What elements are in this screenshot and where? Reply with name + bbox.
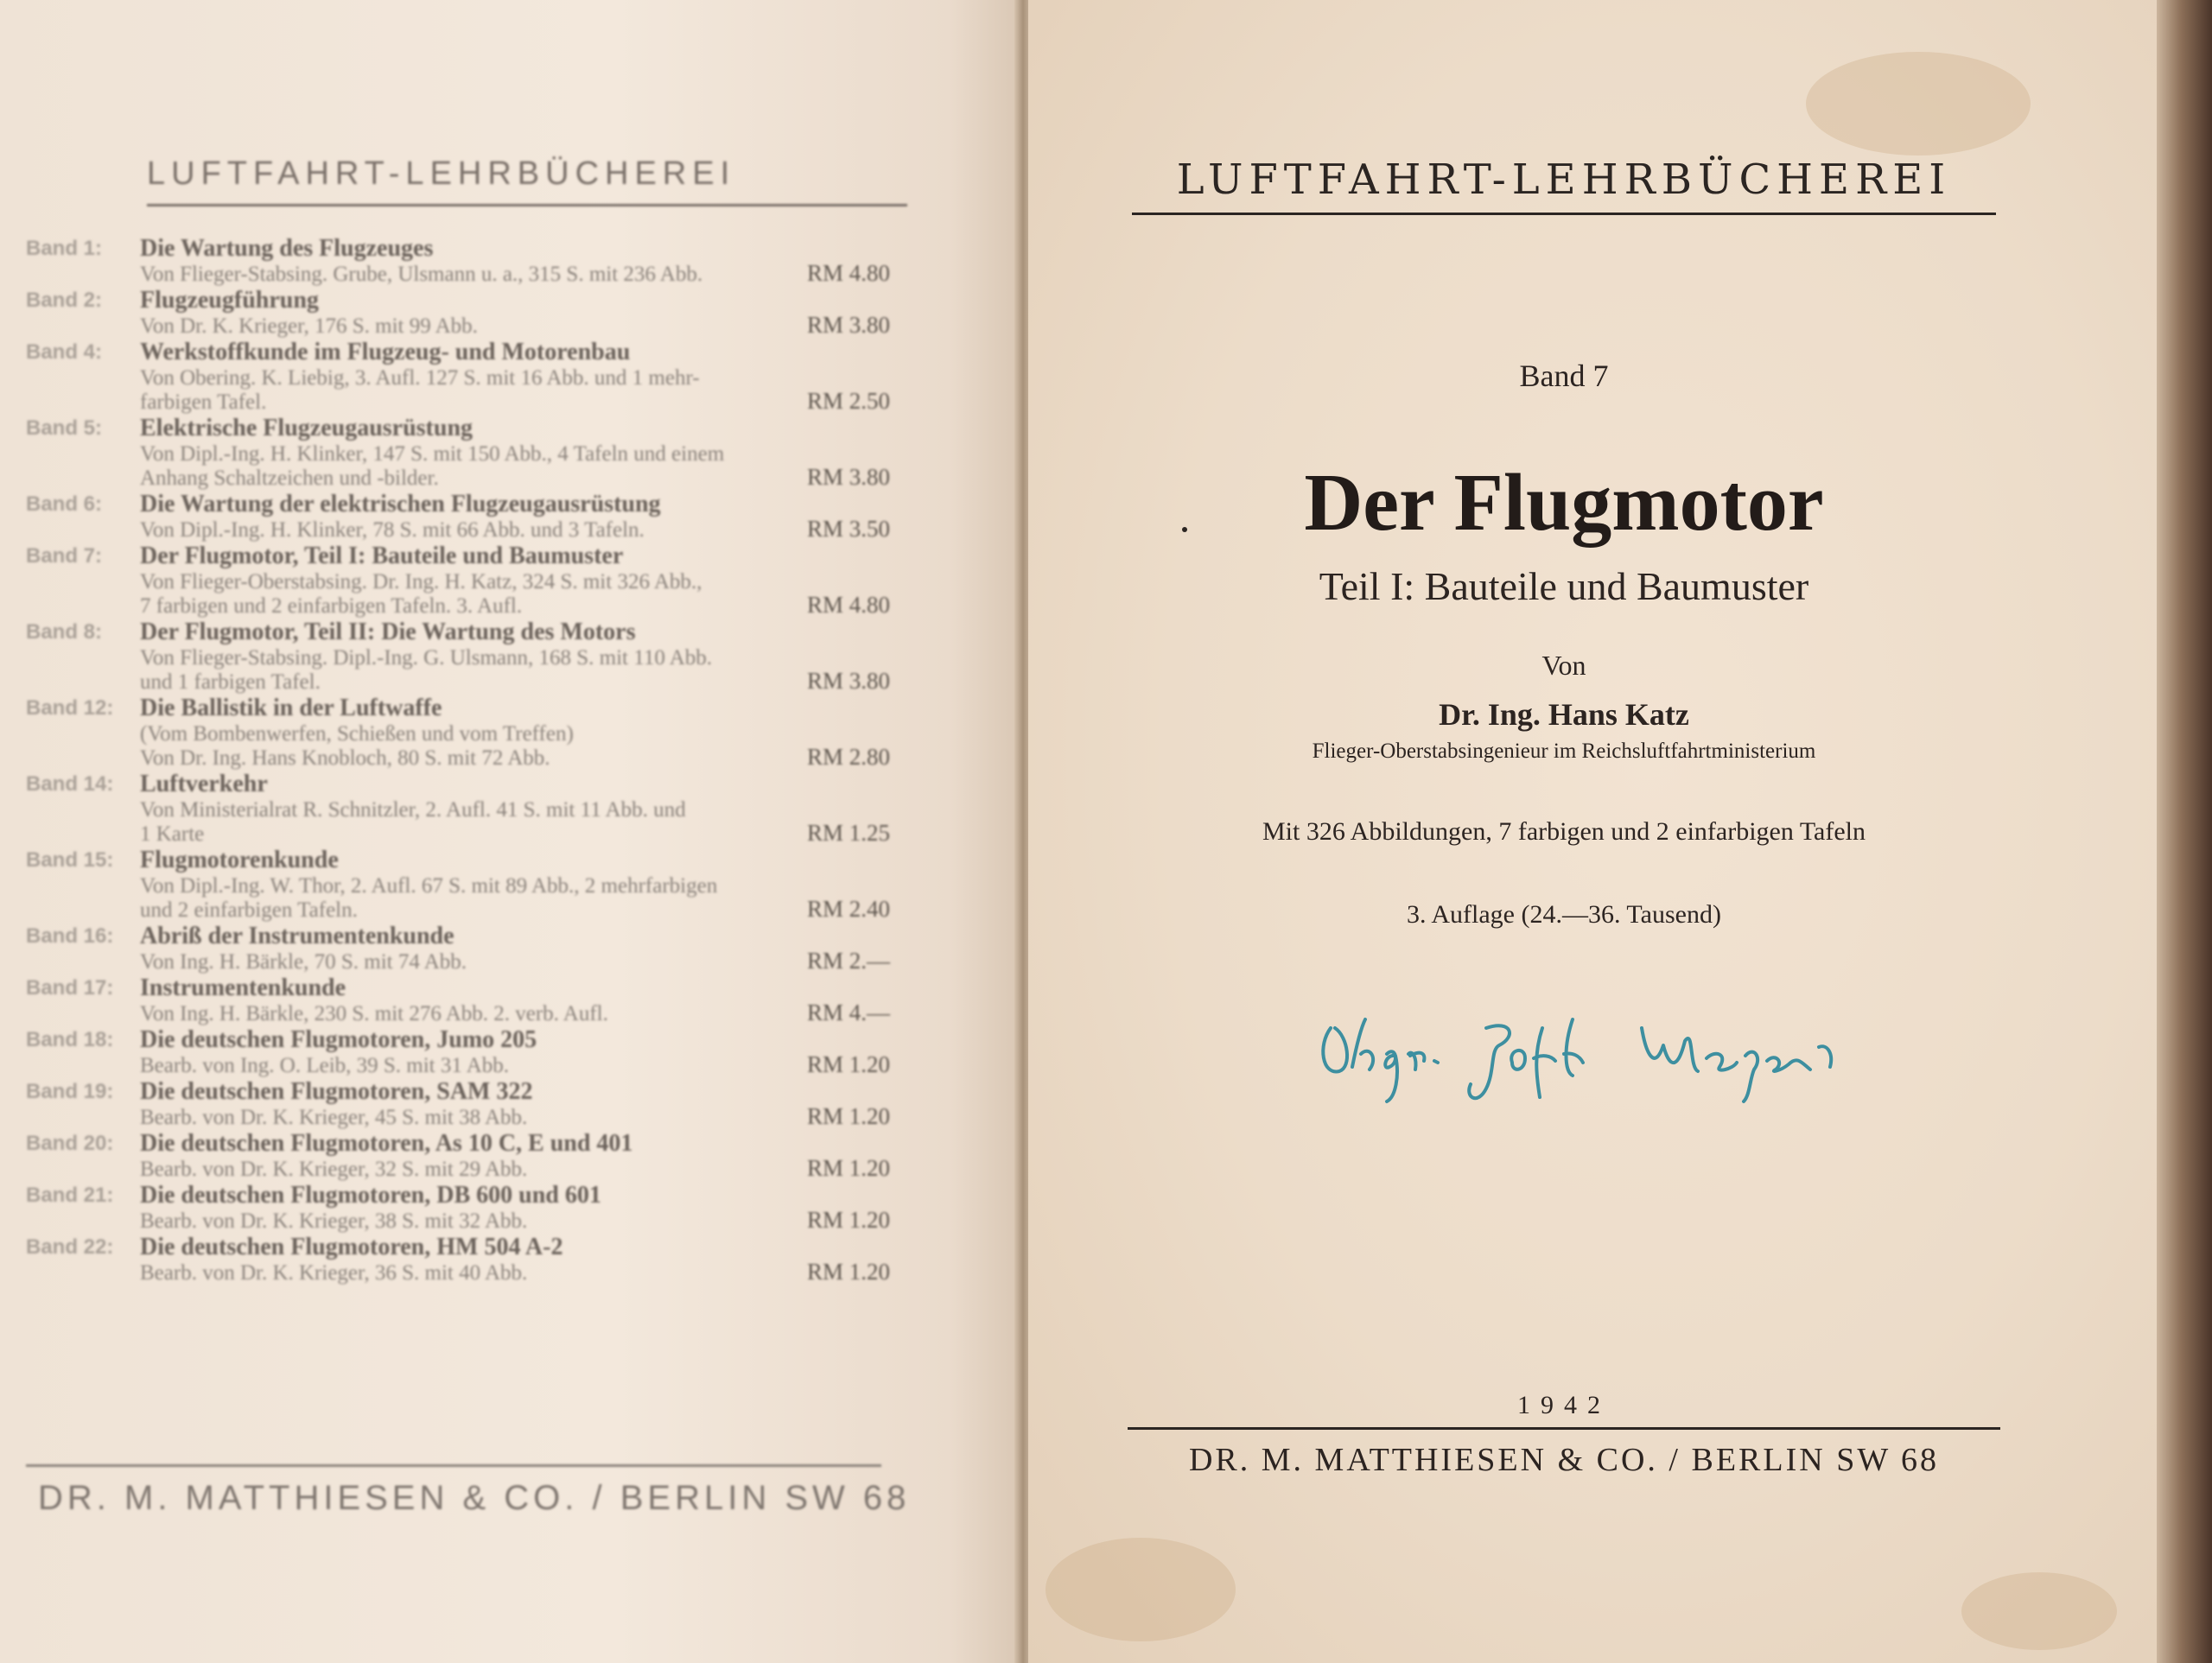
illustrations-note: Mit 326 Abbildungen, 7 farbigen und 2 einfarbigen Tafeln — [1262, 817, 1866, 846]
catalog-entry — [26, 339, 890, 415]
catalog-entry-details: 1 Karte — [140, 822, 205, 846]
catalog-entry-price: RM 3.50 — [806, 516, 890, 542]
catalog-entry-details: Von Flieger-Stabsing. Dipl.-Ing. G. Ulsmann, 168 S. mit 110 Abb. — [140, 646, 712, 670]
catalog-entry — [26, 847, 890, 923]
catalog-entry-details: (Vom Bombenwerfen, Schießen und vom Treffen) — [140, 722, 574, 746]
catalog-entry-title: Die deutschen Flugmotoren, Jumo 205 — [140, 1026, 537, 1053]
edition-note: 3. Auflage (24.—36. Tausend) — [1407, 900, 1721, 929]
catalog-entry-price: RM 2.— — [806, 948, 890, 974]
catalog-entry — [26, 1026, 890, 1078]
catalog-entry-price: RM 1.20 — [806, 1155, 890, 1181]
catalog-entry-title: Die Wartung der elektrischen Flugzeugausrüstung — [140, 491, 661, 517]
author-name: Dr. Ing. Hans Katz — [1439, 697, 1689, 732]
catalog-entry — [26, 415, 890, 491]
catalog-header-rule — [147, 204, 907, 206]
catalog-entry-price: RM 2.80 — [806, 744, 890, 770]
catalog-entry-band: Band 2: — [26, 289, 103, 312]
catalog-list — [26, 235, 890, 1285]
catalog-entry-price: RM 1.20 — [806, 1207, 890, 1233]
book-title: Der Flugmotor — [1304, 458, 1824, 548]
catalog-entry-title: Der Flugmotor, Teil II: Die Wartung des Motors — [140, 619, 636, 645]
catalog-entry-band: Band 1: — [26, 237, 103, 260]
catalog-entry — [26, 235, 890, 287]
catalog-entry-price: RM 3.80 — [806, 312, 890, 338]
catalog-entry-band: Band 6: — [26, 492, 103, 516]
catalog-entry-details: Von Dipl.-Ing. H. Klinker, 78 S. mit 66 Abb. und 3 Tafeln. — [140, 518, 645, 542]
catalog-entry-band: Band 16: — [26, 924, 114, 948]
publication-year: 1942 — [1517, 1391, 1611, 1419]
handwritten-signature — [1313, 993, 1849, 1114]
catalog-entry-price: RM 1.20 — [806, 1103, 890, 1129]
catalog-entry-band: Band 4: — [26, 340, 103, 364]
catalog-entry-price: RM 4.80 — [806, 260, 890, 286]
catalog-entry-details: 7 farbigen und 2 einfarbigen Tafeln. 3. Aufl. — [140, 594, 523, 618]
catalog-entry-title: Die deutschen Flugmotoren, SAM 322 — [140, 1078, 533, 1105]
publisher-rule — [1128, 1427, 2000, 1430]
catalog-entry-band: Band 12: — [26, 696, 114, 720]
catalog-entry-details: Von Ing. H. Bärkle, 230 S. mit 276 Abb. 2. verb. Aufl. — [140, 1002, 608, 1025]
series-rule — [1132, 213, 1996, 215]
catalog-entry-title: Elektrische Flugzeugausrüstung — [140, 415, 474, 441]
catalog-entry-details: Bearb. von Dr. K. Krieger, 45 S. mit 38 Abb. — [140, 1106, 528, 1129]
catalog-entry-band: Band 21: — [26, 1184, 114, 1207]
catalog-entry-band: Band 22: — [26, 1235, 114, 1259]
catalog-entry-title: Instrumentenkunde — [140, 974, 346, 1001]
catalog-entry — [26, 287, 890, 339]
catalog-entry-title: Die Ballistik in der Luftwaffe — [140, 695, 442, 721]
catalog-entry-details: Von Dr. Ing. Hans Knobloch, 80 S. mit 72 Abb. — [140, 746, 550, 770]
catalog-entry-details: Bearb. von Dr. K. Krieger, 36 S. mit 40 Abb. — [140, 1261, 528, 1285]
catalog-entry-details: farbigen Tafel. — [140, 390, 267, 414]
catalog-header: LUFTFAHRT-LEHRBÜCHEREI — [147, 156, 736, 192]
page-edge — [2157, 0, 2212, 1663]
catalog-entry — [26, 1078, 890, 1130]
catalog-entry-title: Der Flugmotor, Teil I: Bauteile und Baumuster — [140, 543, 624, 569]
catalog-entry-details: Bearb. von Dr. K. Krieger, 38 S. mit 32 Abb. — [140, 1209, 528, 1233]
catalog-entry-title: Flugmotorenkunde — [140, 847, 339, 873]
catalog-entry-band: Band 5: — [26, 416, 103, 440]
catalog-entry-title: Luftverkehr — [140, 771, 268, 797]
catalog-entry — [26, 619, 890, 695]
publisher-line: DR. M. MATTHIESEN & CO. / BERLIN SW 68 — [1188, 1442, 1940, 1478]
catalog-entry-price: RM 1.20 — [806, 1259, 890, 1285]
catalog-entry-details: Von Flieger-Oberstabsing. Dr. Ing. H. Katz, 324 S. mit 326 Abb., — [140, 570, 702, 593]
title-page — [1028, 0, 2157, 1663]
catalog-entry-title: Abriß der Instrumentenkunde — [140, 923, 454, 949]
catalog-entry-title: Die deutschen Flugmotoren, DB 600 und 601 — [140, 1182, 601, 1209]
catalog-entry — [26, 974, 890, 1026]
catalog-entry-details: Von Dipl.-Ing. W. Thor, 2. Aufl. 67 S. mit 89 Abb., 2 mehrfarbigen — [140, 874, 718, 898]
catalog-entry-price: RM 3.80 — [806, 464, 890, 490]
author-affiliation: Flieger-Oberstabsingenieur im Reichsluftfahrtministerium — [1312, 739, 1816, 763]
series-title: LUFTFAHRT-LEHRBÜCHEREI — [1176, 156, 1952, 204]
catalog-entry — [26, 1182, 890, 1234]
catalog-entry-band: Band 8: — [26, 620, 103, 644]
by-label: Von — [1541, 650, 1586, 681]
catalog-entry-band: Band 18: — [26, 1028, 114, 1051]
catalog-entry — [26, 771, 890, 847]
catalog-entry-price: RM 1.25 — [806, 820, 890, 846]
catalog-entry — [26, 923, 890, 974]
catalog-entry-title: Die Wartung des Flugzeuges — [140, 235, 434, 262]
catalog-footer-rule — [26, 1464, 881, 1467]
catalog-entry-details: Anhang Schaltzeichen und -bilder. — [140, 467, 439, 490]
catalog-entry-price: RM 2.40 — [806, 896, 890, 922]
catalog-entry-details: Von Dr. K. Krieger, 176 S. mit 99 Abb. — [140, 314, 478, 338]
catalog-entry-title: Flugzeugführung — [140, 287, 319, 314]
catalog-entry-title: Die deutschen Flugmotoren, HM 504 A-2 — [140, 1234, 563, 1260]
catalog-entry-band: Band 17: — [26, 976, 114, 1000]
catalog-entry-details: Von Dipl.-Ing. H. Klinker, 147 S. mit 150 Abb., 4 Tafeln und einem — [140, 442, 725, 466]
catalog-entry — [26, 543, 890, 619]
catalog-entry-title: Die deutschen Flugmotoren, As 10 C, E und 401 — [140, 1130, 633, 1157]
catalog-entry-price: RM 4.80 — [806, 592, 890, 618]
catalog-entry-band: Band 20: — [26, 1132, 114, 1155]
catalog-entry-price: RM 2.50 — [806, 388, 890, 414]
catalog-entry-band: Band 7: — [26, 544, 103, 568]
catalog-entry-details: Von Ing. H. Bärkle, 70 S. mit 74 Abb. — [140, 950, 467, 974]
catalog-entry-details: und 1 farbigen Tafel. — [140, 670, 321, 694]
book-subtitle: Teil I: Bauteile und Baumuster — [1319, 564, 1809, 608]
catalog-entry-price: RM 4.— — [806, 1000, 890, 1025]
catalog-entry — [26, 1234, 890, 1285]
catalog-entry — [26, 695, 890, 771]
catalog-entry — [26, 1130, 890, 1182]
catalog-entry-details: Von Obering. K. Liebig, 3. Aufl. 127 S. mit 16 Abb. und 1 mehr- — [140, 366, 700, 390]
catalog-entry — [26, 491, 890, 543]
catalog-entry-band: Band 15: — [26, 848, 114, 872]
catalog-entry-band: Band 19: — [26, 1080, 114, 1103]
catalog-entry-details: Von Ministerialrat R. Schnitzler, 2. Aufl. 41 S. mit 11 Abb. und — [140, 798, 686, 822]
catalog-entry-price: RM 3.80 — [806, 668, 890, 694]
volume-number: Band 7 — [1519, 359, 1609, 393]
catalog-entry-details: Bearb. von Dr. K. Krieger, 32 S. mit 29 Abb. — [140, 1158, 528, 1181]
catalog-entry-details: und 2 einfarbigen Tafeln. — [140, 898, 358, 922]
catalog-entry-details: Bearb. von Ing. O. Leib, 39 S. mit 31 Abb. — [140, 1054, 510, 1077]
catalog-entry-price: RM 1.20 — [806, 1051, 890, 1077]
catalog-entry-title: Werkstoffkunde im Flugzeug- und Motorenbau — [140, 339, 631, 365]
catalog-entry-band: Band 14: — [26, 772, 114, 796]
catalog-entry-details: Von Flieger-Stabsing. Grube, Ulsmann u. a., 315 S. mit 236 Abb. — [140, 263, 703, 286]
catalog-footer: DR. M. MATTHIESEN & CO. / BERLIN SW 68 — [38, 1479, 911, 1517]
